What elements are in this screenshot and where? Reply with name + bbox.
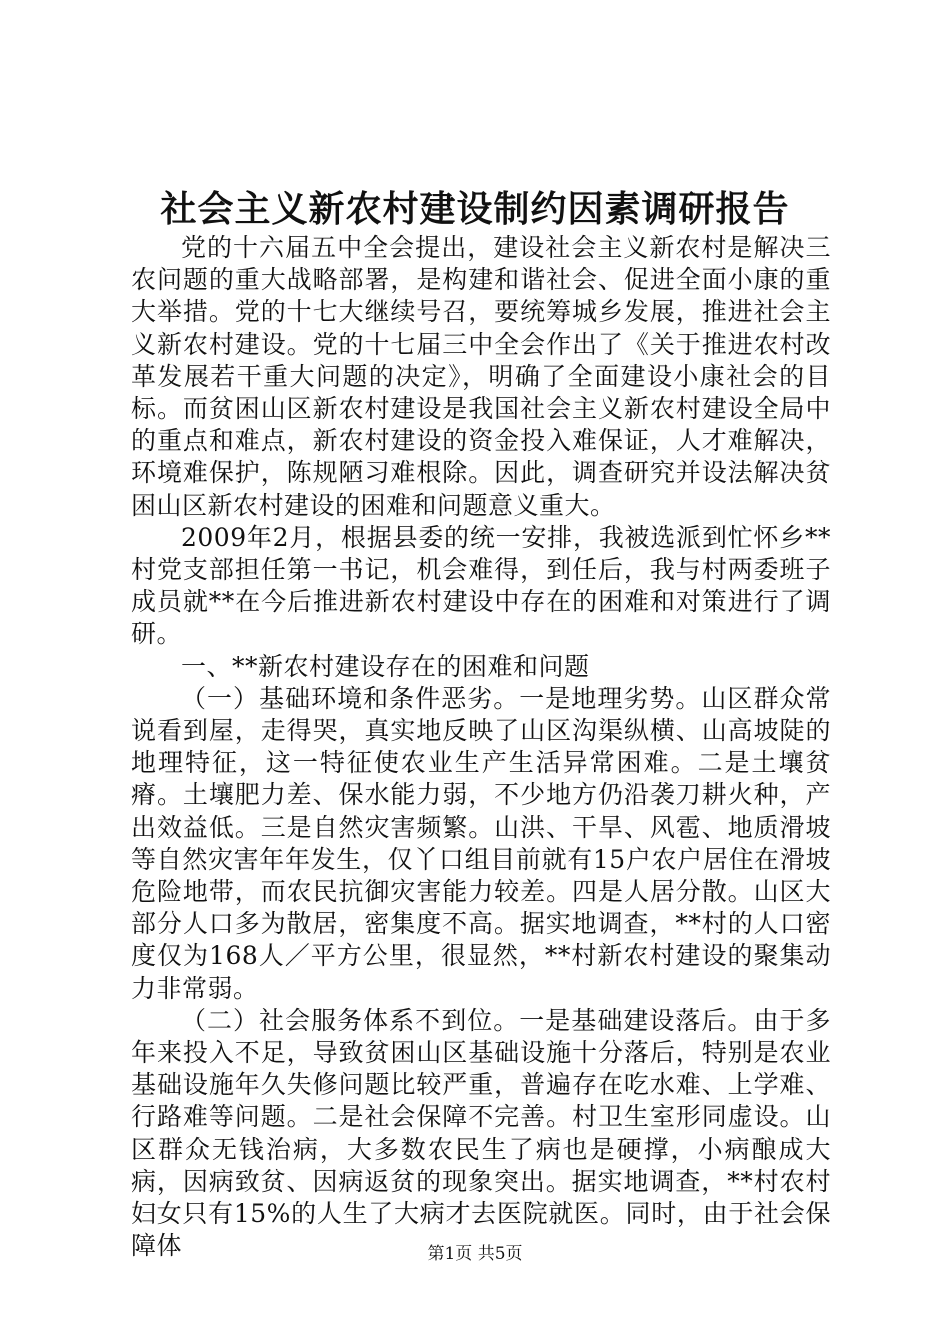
document-title: 社会主义新农村建设制约因素调研报告 [160,188,790,230]
section-heading: 一、**新农村建设存在的困难和问题 [181,651,590,681]
subsection-paragraph: （一）基础环境和条件恶劣。一是地理劣势。山区群众常说看到屋，走得哭，真实地反映了山区沟渠纵横、山高坡陡的地理特征，这一特征使农业生产生活异常困难。二是土壤贫瘠。土壤肥力差、保水能力弱，不少地方仍沿袭刀耕火种，产出效益低。三是自然灾害频繁。山洪、干旱、风雹、地质滑坡等自然灾害年年发生，仅丫口组目前就有15户农户居住在滑坡危险地带，而农民抗御灾害能力较差。四是人居分散。山区大部分人口多为散居，密集度不高。据实地调查，**村的人口密度仅为168人／平方公里，很显然，**村新农村建设的聚集动力非常弱。 [131,683,831,1003]
page-footer: 第1页 共5页 [427,1244,523,1264]
intro-paragraph: 党的十六届五中全会提出，建设社会主义新农村是解决三农问题的重大战略部署，是构建和谐社会、促进全面小康的重大举措。党的十七大继续号召，要统筹城乡发展，推进社会主义新农村建设。党的十七届三中全会作出了《关于推进农村改革发展若干重大问题的决定》，明确了全面建设小康社会的目标。而贫困山区新农村建设是我国社会主义新农村建设全局中的重点和难点，新农村建设的资金投入难保证，人才难解决，环境难保护，陈规陋习难根除。因此，调查研究并设法解决贫困山区新农村建设的困难和问题意义重大。 [131,233,831,520]
background-paragraph: 2009年2月，根据县委的统一安排，我被选派到忙怀乡**村党支部担任第一书记，机会难得，到任后，我与村两委班子成员就**在今后推进新农村建设中存在的困难和对策进行了调研。 [131,522,831,649]
subsection-paragraph: （二）社会服务体系不到位。一是基础建设落后。由于多年来投入不足，导致贫困山区基础设施十分落后，特别是农业基础设施年久失修问题比较严重，普遍存在吃水难、上学难、行路难等问题。二是社会保障不完善。村卫生室形同虚设。山区群众无钱治病，大多数农民生了病也是硬撑，小病酿成大病，因病致贫、因病返贫的现象突出。据实地调查，**村农村妇女只有15%的人生了大病才去医院就医。同时，由于社会保障体 [131,1005,831,1261]
document-body [131,232,831,1263]
